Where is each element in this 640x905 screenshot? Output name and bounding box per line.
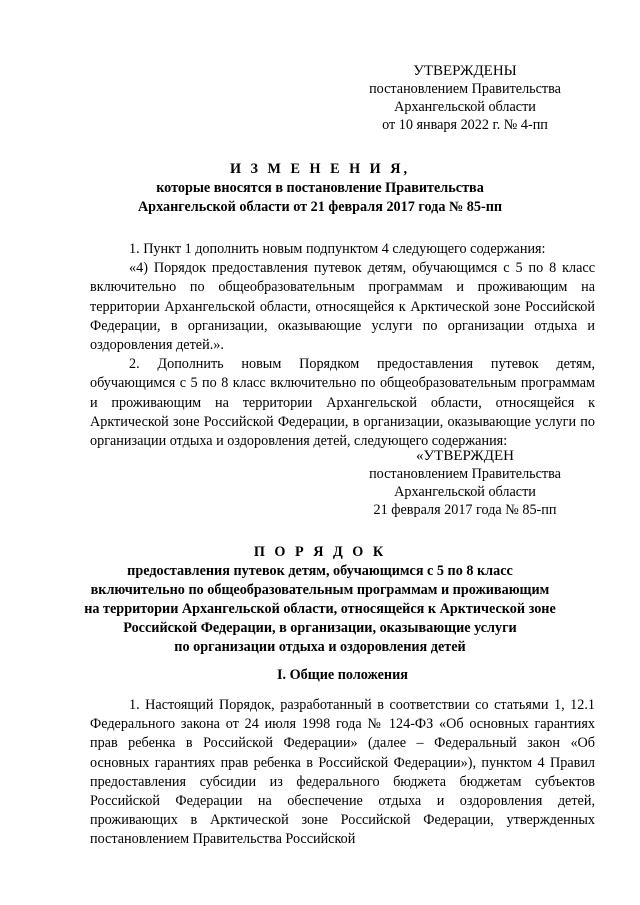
changes-body (90, 240, 595, 451)
section-1-heading: I. Общие положения (277, 667, 408, 683)
clause-1-subpoint-4: «4) Порядок предоставления путевок детям, обучающимся с 5 по 8 класс включительно по общеобразовательным программам и проживающим на территории Архангельской области, относящейся к Арктической зоне Российской Федерации, в организации, оказывающие услуги по организации отдыха и оздоровления детей.». (90, 260, 595, 354)
approval-inner-line4: 21 февраля 2017 года № 85-пп (373, 502, 557, 518)
approval-inner-line2: постановлением Правительства (369, 466, 561, 482)
approval-top-line4: от 10 января 2022 г. № 4-пп (382, 117, 548, 133)
approval-top-line3: Архангельской области (394, 99, 536, 115)
section-1-paragraph-1: 1. Настоящий Порядок, разработанный в соответствии со статьями 1, 12.1 Федерального закона от 24 июля 1998 года № 124-ФЗ «Об основных гарантиях прав ребенка в Российской Федерации» (далее – Федеральный закон «Об основных гарантиях прав ребенка в Российской Федерации»), пунктом 4 Правил предоставления субсидии из федерального бюджета бюджетам субъектов Российской Федерации на обеспечение отдыха и оздоровления детей, проживающих в Арктической зоне Российской Федерации, утвержденных постановлением Правительства Российской (90, 697, 595, 848)
section-1-body (90, 696, 595, 850)
order-heading: П О Р Я Д О К (253, 544, 387, 560)
approval-stamp-inner (360, 447, 570, 519)
order-title (70, 543, 570, 657)
changes-title-line1: которые вносятся в постановление Правительства (156, 180, 484, 196)
clause-1: 1. Пункт 1 дополнить новым подпунктом 4 следующего содержания: (129, 241, 546, 257)
order-title-line4: Российской Федерации, в организации, оказывающие услуги (123, 620, 517, 636)
changes-heading: И З М Е Н Е Н И Я, (229, 161, 411, 177)
approval-inner-line1: «УТВЕРЖДЕН (416, 448, 514, 464)
clause-2: 2. Дополнить новым Порядком предоставления путевок детям, обучающимся с 5 по 8 класс включительно по общеобразовательным программам и проживающим на территории Архангельской области, относящейся к Арктической зоне Российской Федерации, в организации, оказывающие услуги по организации отдыха и оздоровления детей, следующего содержания: (90, 356, 595, 450)
order-title-line1: предоставления путевок детям, обучающимся с 5 по 8 класс (127, 563, 513, 579)
approval-top-line2: постановлением Правительства (369, 81, 561, 97)
order-title-line3: на территории Архангельской области, относящейся к Арктической зоне (84, 601, 556, 617)
approval-top-line1: УТВЕРЖДЕНЫ (413, 63, 517, 79)
changes-title-line2: Архангельской области от 21 февраля 2017 года № 85-пп (137, 199, 503, 215)
order-title-line5: по организации отдыха и оздоровления детей (174, 639, 466, 655)
order-title-line2: включительно по общеобразовательным программам и проживающим (90, 582, 550, 598)
changes-title (90, 160, 550, 217)
approval-stamp-top (360, 62, 570, 134)
approval-inner-line3: Архангельской области (394, 484, 536, 500)
